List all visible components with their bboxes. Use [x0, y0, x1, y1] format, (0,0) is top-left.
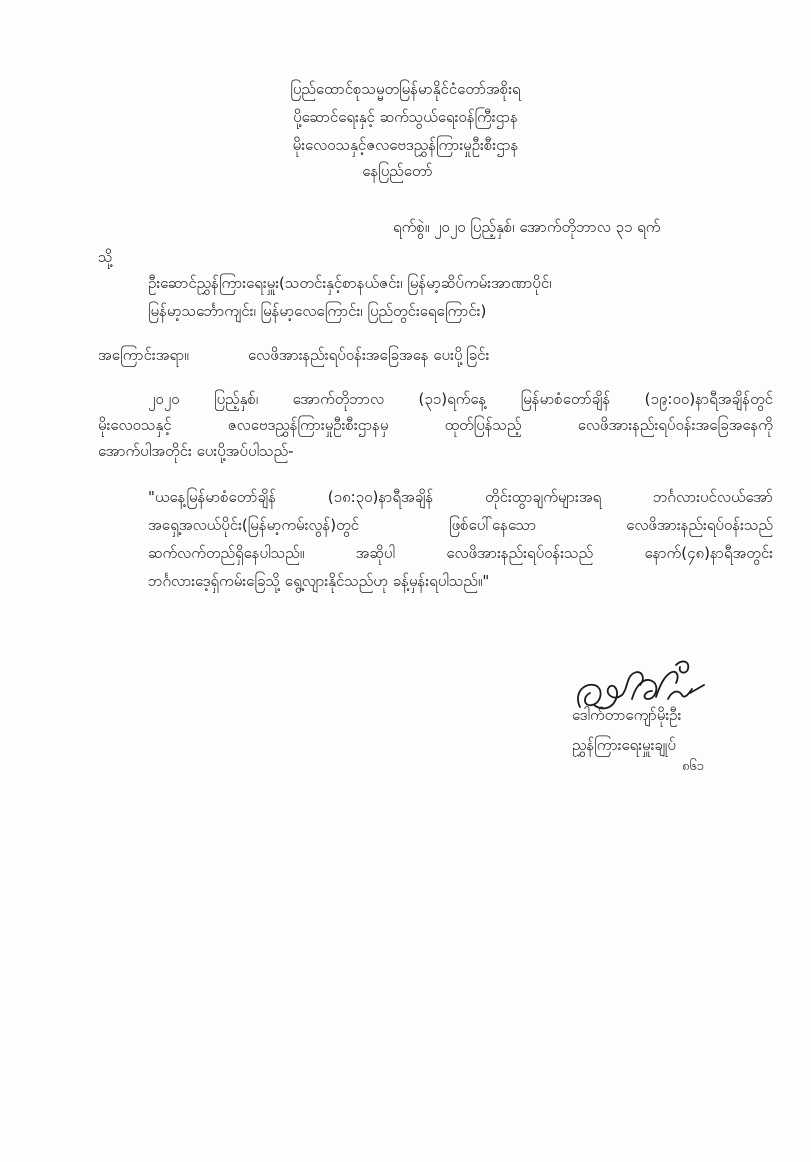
recipient-line-2: မြန်မာ့သင်္ဘောကျင်း၊ မြန်မာ့လေကြောင်း၊ ပြည်တွင်းရေကြောင်း): [148, 302, 487, 320]
body-line-3: အောက်ပါအတိုင်း ပေးပို့အပ်ပါသည်-: [98, 442, 294, 460]
quote-line-4: ဘင်္ဂလားဒေ့ရှ်ကမ်းခြေသို့ ရွေ့လျားနိုင်သည်ဟု ခန့်မှန်းရပါသည်။": [148, 572, 490, 590]
body-line-1: ၂၀၂၀ ပြည့်နှစ်၊ အောက်တိုဘာလ (၃၁)ရက်နေ့ မြန်မာစံတော်ချိန် (၁၉:၀၀)နာရီအချိန်တွင်: [148, 390, 773, 408]
to-label: သို့: [98, 248, 113, 266]
signatory-title: ညွှန်ကြားရေးမှူးချုပ်: [572, 736, 676, 754]
ministry-government-line: ပြည်ထောင်စုသမ္မတမြန်မာနိုင်ငံတော်အစိုးရ: [290, 80, 521, 98]
quote-line-3: ဆက်လက်တည်ရှိနေပါသည်။ အဆိုပါ လေဖိအားနည်းရပ်ဝန်းသည် နောက်(၄၈)နာရီအတွင်း: [148, 544, 773, 562]
city-line: နေပြည်တော်: [362, 162, 433, 180]
subject-text: လေဖိအားနည်းရပ်ဝန်းအခြေအနေ ပေးပို့ခြင်း: [248, 346, 490, 364]
ministry-name-line: ပို့ဆောင်ရေးနှင့် ဆက်သွယ်ရေးဝန်ကြီးဌာန: [293, 108, 518, 126]
body-line-2: မိုးလေဝသနှင့် ဇလဗေဒညွှန်ကြားမှုဦးစီးဌာနမှ ထုတ်ပြန်သည့် လေဖိအားနည်းရပ်ဝန်းအခြေအနေကို: [98, 416, 773, 434]
department-name-line: မိုးလေဝသနှင့်ဇလဗေဒညွှန်ကြားမှုဦးစီးဌာန: [292, 136, 519, 154]
recipient-line-1: ဦးဆောင်ညွှန်ကြားရေးမှူး(သတင်းနှင့်စာနယ်ဇင်း၊ မြန်မာ့ဆိပ်ကမ်းအာဏာပိုင်၊: [148, 274, 552, 292]
subject-label: အကြောင်းအရာ။: [98, 346, 189, 364]
quote-line-1: "ယနေ့မြန်မာစံတော်ချိန် (၁၈:၃၀)နာရီအချိန် တိုင်းထွာချက်များအရ ဘင်္ဂလားပင်လယ်အော်: [148, 488, 773, 506]
date-line: ရက်စွဲ။ ၂၀၂၀ ပြည့်နှစ်၊ အောက်တိုဘာလ ၃၁ ရက်: [393, 218, 661, 236]
signatory-extra: ၈၆၁: [682, 759, 705, 774]
quote-line-2: အရှေ့အလယ်ပိုင်း(မြန်မာ့ကမ်းလွန်)တွင် ဖြစ်ပေါ်နေသော လေဖိအားနည်းရပ်ဝန်းသည်: [148, 516, 773, 534]
signatory-name: ဒေါက်တာကျော်မိုးဦး: [572, 706, 682, 724]
